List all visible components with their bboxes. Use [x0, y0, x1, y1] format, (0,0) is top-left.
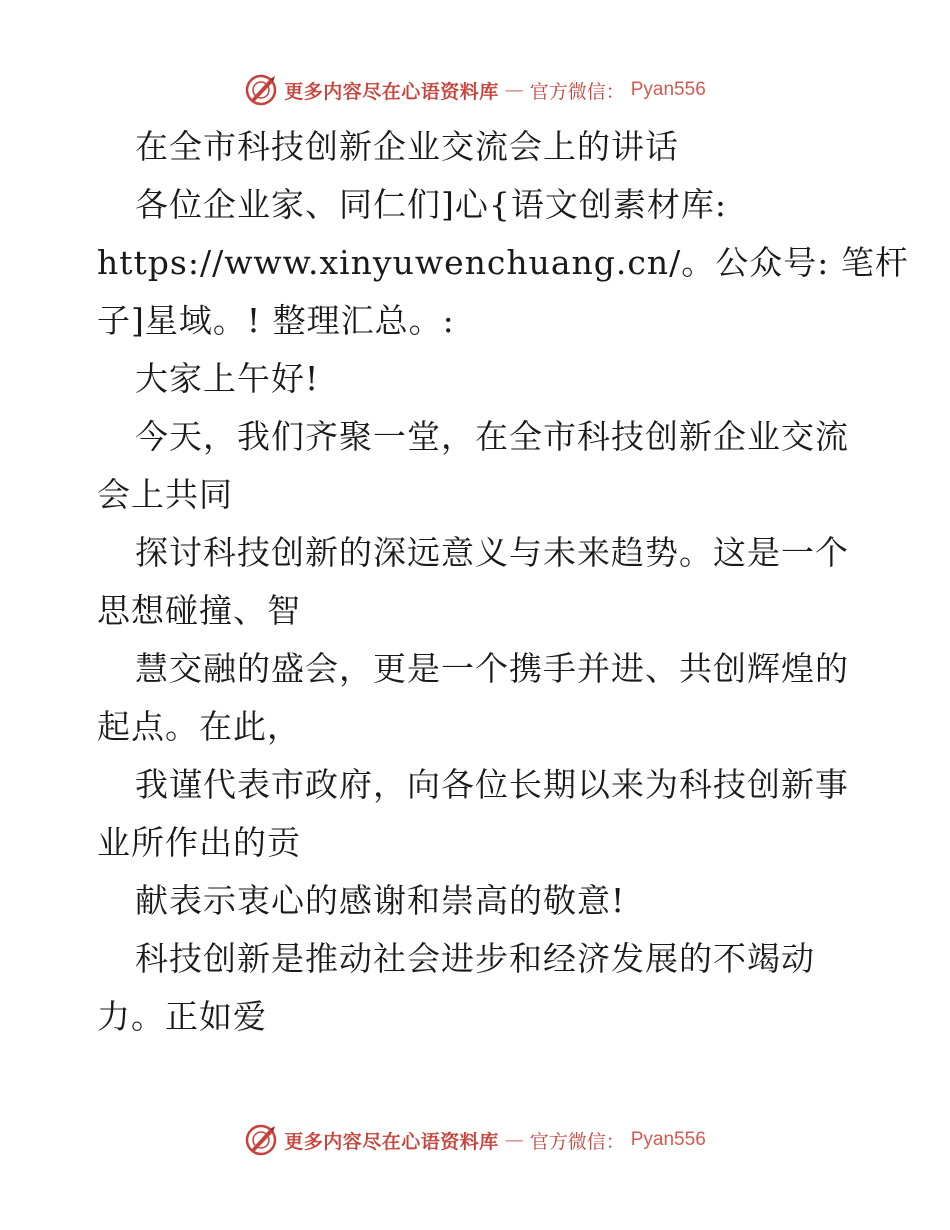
wechat-id: Pyan556	[630, 79, 706, 100]
doc-line: 慧交融的盛会，更是一个携手并进、共创辉煌的	[135, 649, 849, 688]
document-body	[97, 118, 909, 1046]
doc-line: 业所作出的贡	[97, 823, 301, 862]
wechat-label: 官方微信：	[529, 1130, 625, 1153]
doc-line: 大家上午好!	[135, 359, 320, 398]
doc-line: 子]星域。! 整理汇总。:	[97, 301, 455, 340]
doc-line: 思想碰撞、智	[97, 591, 301, 630]
quill-logo-icon	[244, 73, 278, 107]
wechat-id: Pyan556	[630, 1129, 706, 1150]
banner-separator: —	[504, 1129, 524, 1151]
doc-title: 在全市科技创新企业交流会上的讲话	[135, 127, 679, 166]
doc-line: 科技创新是推动社会进步和经济发展的不竭动	[135, 939, 815, 978]
doc-line: 会上共同	[97, 475, 233, 514]
doc-line: 我谨代表市政府，向各位长期以来为科技创新事	[135, 765, 849, 804]
quill-logo-icon	[244, 1123, 278, 1157]
promo-text: 更多内容尽在心语资料库	[284, 80, 499, 103]
promo-text: 更多内容尽在心语资料库	[284, 1130, 499, 1153]
doc-line: 起点。在此，	[97, 707, 301, 746]
wechat-label: 官方微信：	[529, 80, 625, 103]
header-banner	[0, 70, 950, 110]
doc-line: 今天，我们齐聚一堂，在全市科技创新企业交流	[135, 417, 849, 456]
doc-line: https://www.xinyuwenchuang.cn/。公众号: 笔杆	[97, 243, 909, 282]
doc-line: 各位企业家、同仁们]心{语文创素材库:	[135, 185, 727, 224]
footer-banner	[0, 1120, 950, 1160]
doc-line: 探讨科技创新的深远意义与未来趋势。这是一个	[135, 533, 849, 572]
banner-separator: —	[504, 79, 524, 101]
doc-line: 力。正如爱	[97, 997, 267, 1036]
doc-line: 献表示衷心的感谢和崇高的敬意!	[135, 881, 626, 920]
